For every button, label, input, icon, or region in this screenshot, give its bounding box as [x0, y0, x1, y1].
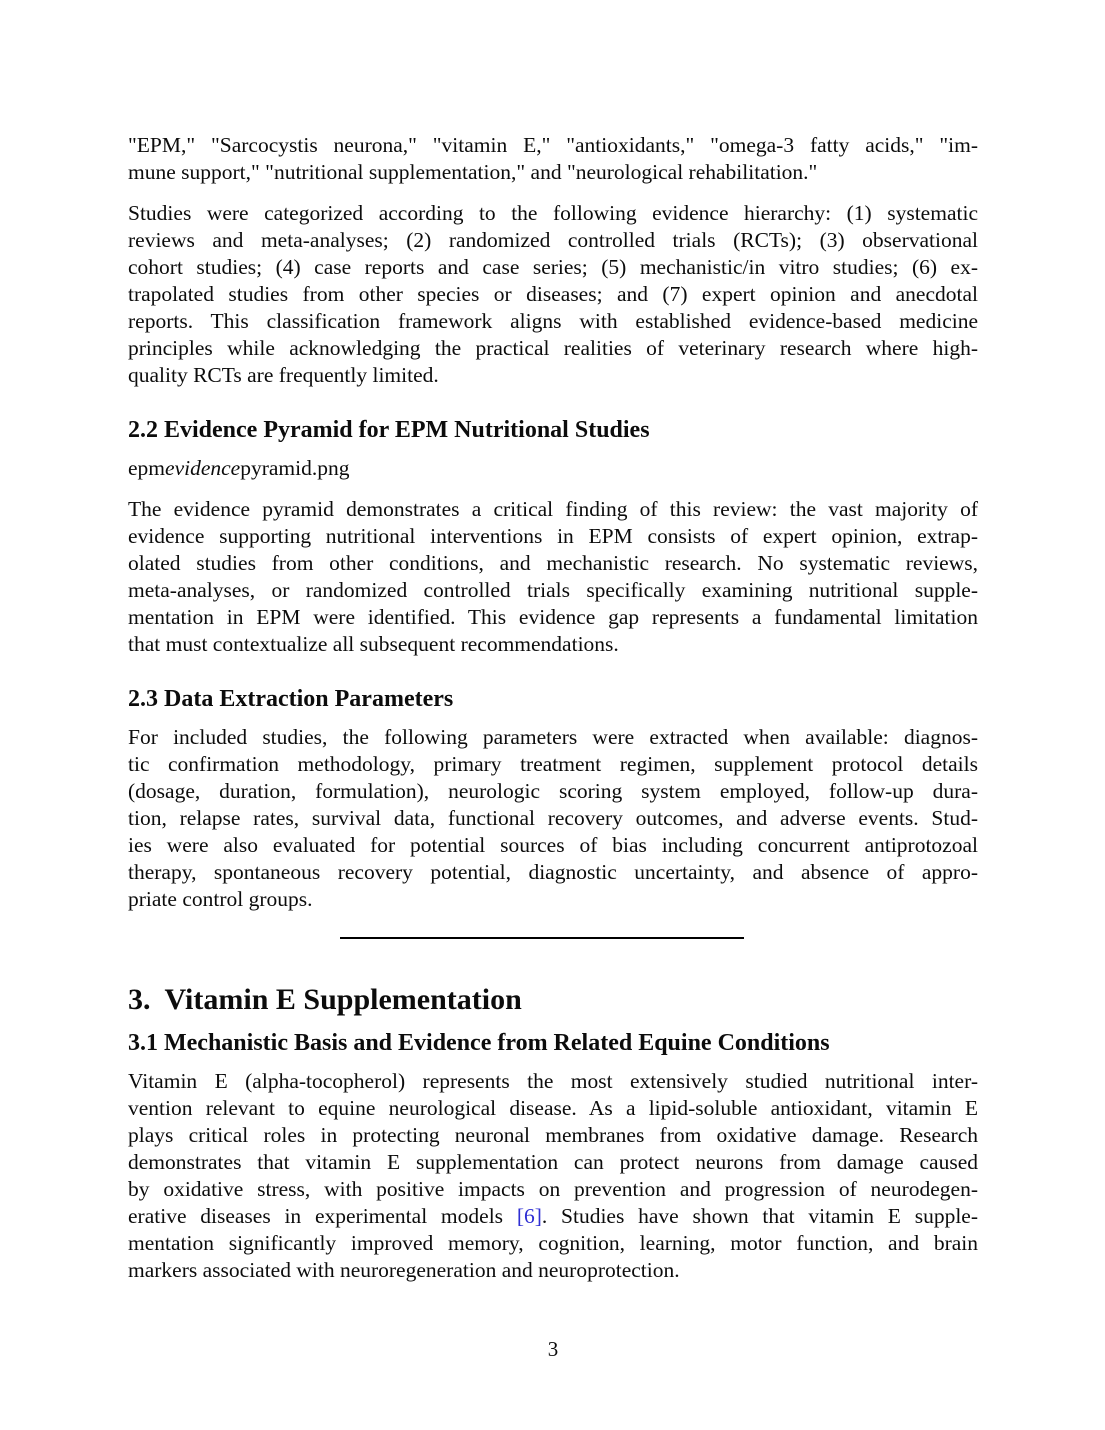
subsection-heading-2-3: 2.3 Data Extraction Parameters	[128, 686, 454, 712]
filename-prefix: epm	[128, 456, 166, 480]
subsection-heading-3-1: 3.1 Mechanistic Basis and Evidence from Related Equine Conditions	[128, 1030, 830, 1056]
paragraph-data-extraction	[128, 724, 978, 913]
text-line: ies were also evaluated for potential sources of bias including concurrent antiprotozoal	[128, 833, 978, 857]
text-line: Vitamin E (alpha-tocopherol) represents the most extensively studied nutritional inter-	[128, 1069, 978, 1093]
text-line: (dosage, duration, formulation), neurologic scoring system employed, follow-up dura-	[128, 779, 978, 803]
text-line: quality RCTs are frequently limited.	[128, 363, 439, 387]
text-line: trapolated studies from other species or diseases; and (7) expert opinion and anecdotal	[128, 282, 978, 306]
paragraph-keywords	[128, 132, 978, 186]
text-line: markers associated with neuroregeneration and neuroprotection.	[128, 1258, 680, 1282]
text-line: plays critical roles in protecting neuronal membranes from oxidative damage. Research	[128, 1123, 978, 1147]
text-line: evidence supporting nutritional interventions in EPM consists of expert opinion, extrap-	[128, 524, 978, 548]
text-line: by oxidative stress, with positive impacts on prevention and progression of neurodegen-	[128, 1177, 978, 1201]
text-line: "EPM," "Sarcocystis neurona," "vitamin E," "antioxidants," "omega-3 fatty acids," "im-	[128, 133, 978, 157]
paragraph-evidence-hierarchy	[128, 200, 978, 389]
text-line: tion, relapse rates, survival data, functional recovery outcomes, and adverse events. Stud-	[128, 806, 978, 830]
horizontal-rule	[340, 937, 744, 939]
paragraph-vitamin-e	[128, 1068, 978, 1284]
text-line: tic confirmation methodology, primary treatment regimen, supplement protocol details	[128, 752, 978, 776]
text-line: demonstrates that vitamin E supplementation can protect neurons from damage caused	[128, 1150, 978, 1174]
citation-line-post: . Studies have shown that vitamin E supple-	[541, 1204, 978, 1228]
text-line: olated studies from other conditions, and mechanistic research. No systematic reviews,	[128, 551, 978, 575]
text-line: mune support," "nutritional supplementation," and "neurological rehabilitation."	[128, 160, 818, 184]
text-line: reports. This classification framework aligns with established evidence-based medicine	[128, 309, 978, 333]
section-title: Vitamin E Supplementation	[164, 983, 522, 1016]
text-line: meta-analyses, or randomized controlled trials specifically examining nutritional supple-	[128, 578, 978, 602]
subsection-heading-2-2: 2.2 Evidence Pyramid for EPM Nutritional Studies	[128, 417, 650, 443]
text-line: principles while acknowledging the practical realities of veterinary research where high-	[128, 336, 978, 360]
citation-line-pre: erative diseases in experimental models	[128, 1204, 517, 1228]
text-line: mentation in EPM were identified. This evidence gap represents a fundamental limitation	[128, 605, 978, 629]
text-line: therapy, spontaneous recovery potential, diagnostic uncertainty, and absence of appro-	[128, 860, 978, 884]
text-line: Studies were categorized according to the following evidence hierarchy: (1) systematic	[128, 201, 978, 225]
figure-placeholder-filename	[128, 455, 978, 482]
paragraph-evidence-pyramid	[128, 496, 978, 658]
filename-italic-part: evidence	[165, 456, 241, 480]
text-line: mentation significantly improved memory, cognition, learning, motor function, and brain	[128, 1231, 978, 1255]
text-line: For included studies, the following parameters were extracted when available: diagnos-	[128, 725, 978, 749]
filename-suffix: pyramid.png	[240, 456, 350, 480]
section-number: 3.	[128, 983, 151, 1016]
text-line: vention relevant to equine neurological disease. As a lipid-soluble antioxidant, vitamin E	[128, 1096, 978, 1120]
section-heading-3	[128, 983, 978, 1017]
page-number: 3	[547, 1337, 559, 1361]
citation-link-6[interactable]: [6]	[516, 1204, 542, 1228]
text-line: reviews and meta-analyses; (2) randomized controlled trials (RCTs); (3) observational	[128, 228, 978, 252]
text-line: cohort studies; (4) case reports and case series; (5) mechanistic/in vitro studies; (6) ex-	[128, 255, 978, 279]
text-line: priate control groups.	[128, 887, 313, 911]
text-line: The evidence pyramid demonstrates a critical finding of this review: the vast majority of	[128, 497, 978, 521]
text-line: that must contextualize all subsequent recommendations.	[128, 632, 619, 656]
text-line-with-citation	[128, 1203, 978, 1230]
